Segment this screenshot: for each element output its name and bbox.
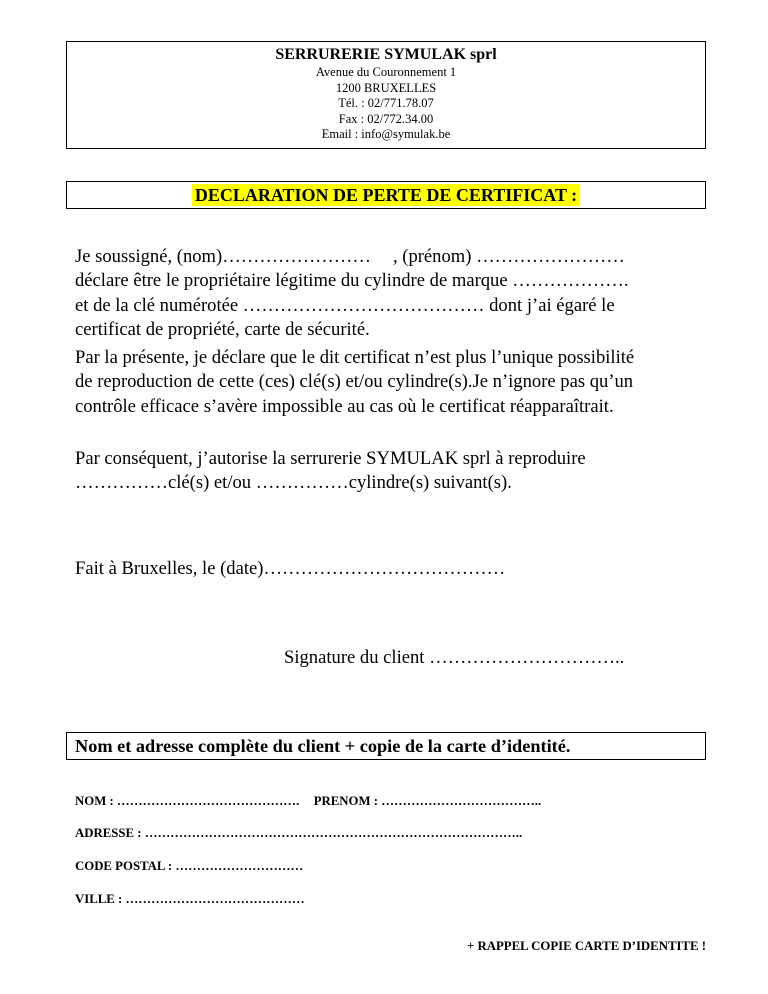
adresse-field: ADRESSE : …………………………………………………………………………….. <box>75 826 523 840</box>
company-header-box <box>66 41 706 149</box>
paragraph-declaration <box>75 346 715 419</box>
p2-line2: de reproduction de cette (ces) clé(s) et/ou cylindre(s).Je n’ignore pas qu’un <box>75 371 634 393</box>
company-city: 1200 BRUXELLES <box>335 80 437 95</box>
p2-line3: contrôle efficace s’avère impossible au cas où le certificat réapparaîtrait. <box>75 395 614 417</box>
p1-line1a: Je soussigné, (nom)…………………… <box>75 246 371 267</box>
paragraph-authorisation <box>75 447 715 496</box>
p3-line1: Par conséquent, j’autorise la serrurerie SYMULAK sprl à reproduire <box>75 448 586 469</box>
company-email: Email : info@symulak.be <box>321 127 451 141</box>
id-card-reminder: + RAPPEL COPIE CARTE D’IDENTITE ! <box>467 939 706 953</box>
declaration-title-box <box>66 181 706 209</box>
nom-field: NOM : ……………………………………. <box>75 794 300 808</box>
company-fax: Fax : 02/772.34.00 <box>338 111 434 126</box>
code-postal-field: CODE POSTAL : ………………………… <box>75 859 304 873</box>
p1-line3: et de la clé numérotée ………………………………… dont j’ai égaré le <box>75 294 615 316</box>
name-fields-row <box>75 793 541 809</box>
signature-line: Signature du client ………………………….. <box>284 647 625 668</box>
client-info-title-box <box>66 732 706 760</box>
p1-line1b: , (prénom) …………………… <box>392 246 625 267</box>
p2-line1: Par la présente, je déclare que le dit certificat n’est plus l’unique possibilité <box>75 347 635 368</box>
company-phone: Tél. : 02/771.78.07 <box>338 96 434 110</box>
paragraph-identity <box>75 245 715 342</box>
declaration-title: DECLARATION DE PERTE DE CERTIFICAT : <box>192 184 580 206</box>
client-info-title: Nom et adresse complète du client + copie de la carte d’identité. <box>75 736 571 756</box>
p1-line4: certificat de propriété, carte de sécurité. <box>75 318 370 340</box>
ville-field: VILLE : …………………………………… <box>75 892 305 906</box>
place-date-line: Fait à Bruxelles, le (date)………………………………… <box>75 558 506 579</box>
company-name: SERRURERIE SYMULAK sprl <box>275 46 497 63</box>
company-street: Avenue du Couronnement 1 <box>315 65 457 79</box>
p3-line2: ……………clé(s) et/ou ……………cylindre(s) suivant(s). <box>75 472 512 494</box>
p1-line2: déclare être le propriétaire légitime du cylindre de marque ………………. <box>75 270 629 292</box>
prenom-field: PRENOM : ……………………………….. <box>313 794 542 808</box>
